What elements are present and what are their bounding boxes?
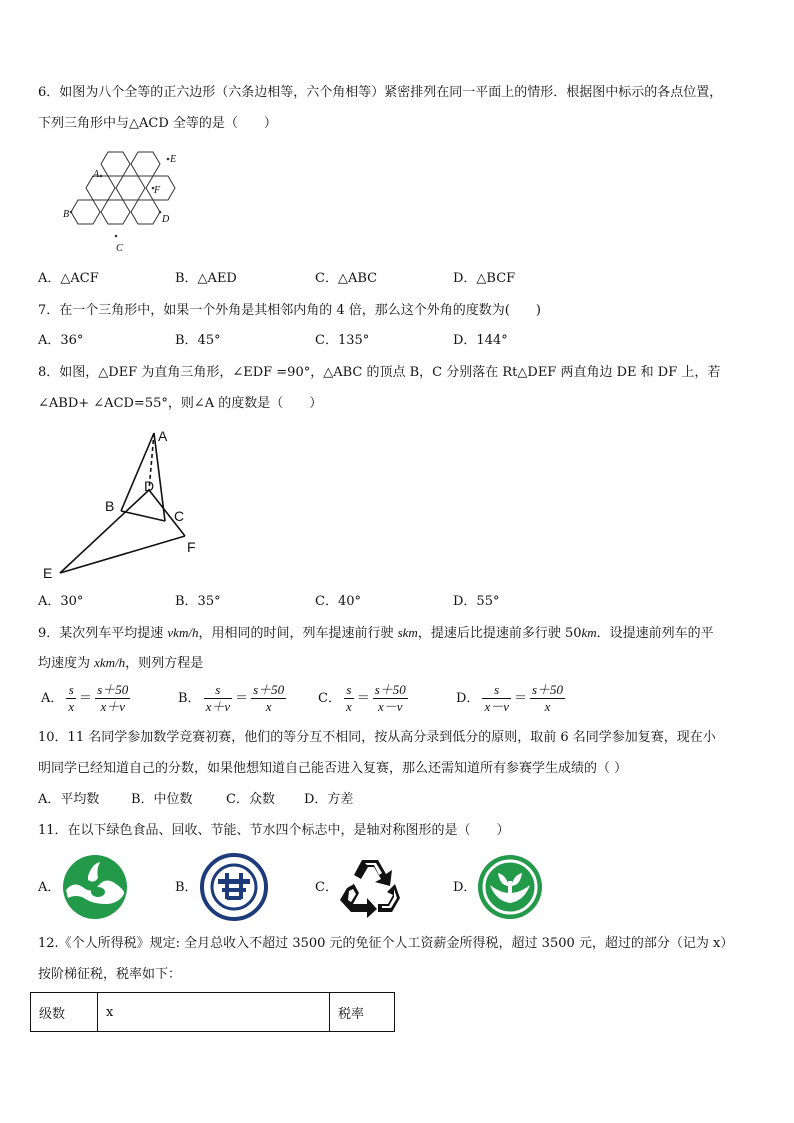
- q9-option-a-rhs-num: s＋50: [97, 682, 129, 697]
- q10-stem-line2: 明同学已经知道自己的分数，如果他想知道自己能否进入复赛，那么还需知道所有参赛学生成绩的（ ）: [38, 761, 628, 776]
- q9-text-2b: ，则列方程是: [125, 656, 204, 671]
- q9-option-a-lhs-num: s: [66, 682, 76, 699]
- q7-option-d[interactable]: D．144°: [453, 333, 508, 348]
- q6-option-b[interactable]: B．△AED: [175, 271, 237, 286]
- q9-option-d-rhs-den: x: [544, 699, 551, 714]
- q11-option-a-label[interactable]: A．: [38, 880, 61, 895]
- q7-option-a[interactable]: A．36°: [38, 333, 84, 348]
- q9-option-a-lhs-den: x: [68, 699, 75, 714]
- q8-option-b[interactable]: B．35°: [175, 594, 221, 609]
- q9-text-1a: 9．某次列车平均提速: [38, 626, 168, 641]
- q9-text-distance: skm: [397, 625, 418, 640]
- q9-option-c-eq: ＝: [356, 690, 370, 706]
- q9-option-d-label: D．: [456, 690, 480, 706]
- q11-option-b-label[interactable]: B．: [175, 880, 198, 895]
- q7-option-c[interactable]: C．135°: [315, 333, 370, 348]
- q10-option-d[interactable]: D．方差: [304, 792, 354, 807]
- q9-option-d-lhs-den: x－v: [484, 699, 509, 714]
- table-header-rate: 税率: [330, 993, 395, 1032]
- q9-text-1d: ．设提速前列车的平: [596, 626, 714, 641]
- q8-stem-line2: ∠ABD+ ∠ACD=55°，则∠A 的度数是（ ）: [38, 396, 323, 411]
- q8-label-a: A: [158, 428, 168, 444]
- q9-option-b[interactable]: [175, 682, 286, 715]
- q9-option-a-lhs: [66, 682, 76, 715]
- q9-option-c-rhs-den: x－v: [378, 699, 403, 714]
- q9-option-a-rhs-den: x＋v: [100, 699, 125, 714]
- q9-option-b-lhs-den: x＋v: [205, 699, 231, 714]
- q9-option-d[interactable]: [453, 682, 565, 715]
- q9-option-c-rhs: [373, 682, 408, 715]
- q8-label-d: D: [144, 478, 155, 494]
- green-food-logo-icon[interactable]: [62, 854, 128, 920]
- q6-label-e: E: [170, 154, 177, 165]
- q9-option-b-label: B．: [178, 690, 201, 706]
- q8-label-f: F: [187, 539, 196, 555]
- q6-hexagon-figure: [56, 145, 196, 255]
- table-row: [31, 993, 395, 1032]
- q9-option-d-rhs: [530, 682, 565, 715]
- q9-option-b-rhs: [251, 682, 286, 715]
- q9-option-a-eq: ＝: [79, 690, 93, 706]
- q7-stem: 7．在一个三角形中，如果一个外角是其相邻内角的 4 倍，那么这个外角的度数为( ): [38, 303, 541, 318]
- table-header-x: x: [98, 993, 330, 1032]
- energy-saving-logo-icon[interactable]: [199, 852, 269, 922]
- q9-option-c-lhs: [344, 682, 354, 715]
- q6-stem-line1: 6．如图为八个全等的正六边形（六条边相等，六个角相等）紧密排列在同一平面上的情形．根据图中标示的各点位置，: [38, 85, 723, 100]
- q10-stem-line1: 10．11 名同学参加数学竞赛初赛，他们的等分互不相同，按从高分录到低分的原则，取前 6 名同学参加复赛，现在小: [38, 730, 716, 745]
- q9-text-km: km: [581, 625, 597, 640]
- table-header-level: 级数: [31, 993, 98, 1032]
- q6-label-a: A: [93, 169, 100, 180]
- q9-option-b-rhs-den: x: [265, 699, 272, 714]
- q8-option-d[interactable]: D．55°: [453, 594, 500, 609]
- q9-option-d-lhs: [482, 682, 511, 715]
- q8-label-c: C: [174, 508, 185, 524]
- q9-option-b-eq: ＝: [235, 690, 249, 706]
- q8-label-e: E: [43, 565, 53, 581]
- q9-text-2a: 均速度为: [38, 656, 95, 671]
- recycle-logo-icon[interactable]: [337, 854, 403, 920]
- q6-option-d[interactable]: D．△BCF: [453, 271, 516, 286]
- q9-option-d-eq: ＝: [513, 690, 527, 706]
- q6-label-d: D: [162, 214, 170, 225]
- q8-option-a[interactable]: A．30°: [38, 594, 84, 609]
- q9-option-a-label: A．: [41, 690, 64, 706]
- q10-option-a[interactable]: A．平均数: [38, 792, 100, 807]
- q12-stem-line2: 按阶梯征税，税率如下：: [38, 967, 182, 982]
- q6-option-c[interactable]: C．△ABC: [315, 271, 378, 286]
- q9-option-c-rhs-num: s＋50: [374, 682, 406, 697]
- q9-option-c-lhs-num: s: [344, 682, 354, 699]
- q9-text-speed: xkm/h: [94, 655, 126, 670]
- q10-option-c[interactable]: C．众数: [226, 792, 275, 807]
- q9-text-1b: ，用相同的时间，列车提速前行驶: [198, 626, 398, 641]
- q6-label-c: C: [116, 243, 123, 254]
- q9-option-c-lhs-den: x: [345, 699, 352, 714]
- q9-option-d-lhs-num: s: [482, 682, 511, 699]
- q11-option-c-label[interactable]: C．: [315, 880, 338, 895]
- q9-option-a-rhs: [95, 682, 130, 715]
- q11-option-d-label[interactable]: D．: [453, 880, 477, 895]
- q8-triangle-figure: [38, 425, 208, 583]
- q9-option-b-lhs: [204, 682, 233, 715]
- q10-option-b[interactable]: B．中位数: [131, 792, 193, 807]
- tax-rate-table: [30, 992, 395, 1032]
- q12-stem-line1: 12.《个人所得税》规定: 全月总收入不超过 3500 元的免征个人工资薪金所得税，超过 3500 元，超过的部分（记为 x）: [38, 936, 734, 951]
- q9-option-d-rhs-num: s＋50: [532, 682, 564, 697]
- q9-option-b-lhs-num: s: [204, 682, 233, 699]
- q9-text-1c: ，提速后比提速前多行驶 50: [417, 626, 582, 641]
- q8-option-c[interactable]: C．40°: [315, 594, 361, 609]
- q8-stem-line1: 8．如图，△DEF 为直角三角形，∠EDF =90°，△ABC 的顶点 B，C 分别落在 Rt△DEF 两直角边 DE 和 DF 上，若: [38, 365, 721, 380]
- q9-text-velocity: vkm/h: [167, 625, 199, 640]
- q6-label-b: B: [63, 209, 70, 220]
- q9-option-a[interactable]: [38, 682, 130, 715]
- q9-option-b-rhs-num: s＋50: [253, 682, 285, 697]
- q9-option-c-label: C．: [318, 690, 341, 706]
- q6-stem-line2: 下列三角形中与△ACD 全等的是（ ）: [38, 116, 277, 131]
- q8-label-b: B: [105, 498, 115, 514]
- q11-stem: 11．在以下绿色食品、回收、节能、节水四个标志中，是轴对称图形的是（ ）: [38, 823, 510, 838]
- q7-option-b[interactable]: B．45°: [175, 333, 221, 348]
- q9-stem-line2: [38, 654, 203, 673]
- q9-option-c[interactable]: [315, 682, 408, 715]
- q9-stem-line1: [38, 624, 714, 643]
- q6-option-a[interactable]: A．△ACF: [38, 271, 99, 286]
- water-saving-logo-icon[interactable]: [476, 853, 544, 921]
- q6-label-f: F: [154, 185, 161, 196]
